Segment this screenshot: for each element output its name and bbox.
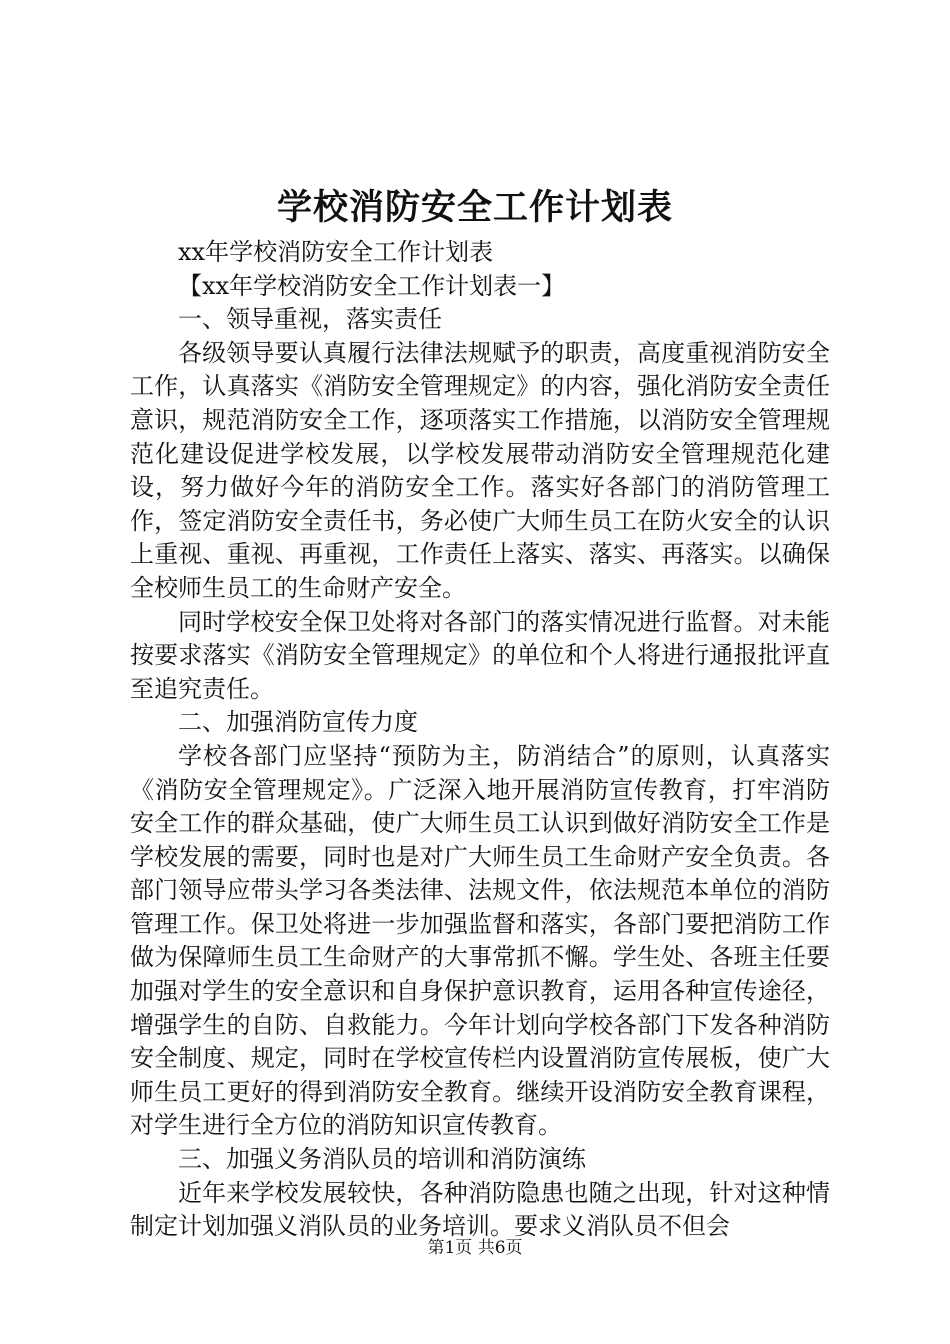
heading-section-2: 二、加强消防宣传力度 xyxy=(178,708,418,737)
paragraph-section-1-body: 各级领导要认真履行法律法规赋予的职责，高度重视消防安全工作，认真落实《消防安全管理规定》的内容，强化消防安全责任意识，规范消防安全工作，逐项落实工作措施，以消防安全管理规范化建设促进学校发展，以学校发展带动消防安全管理规范化建设，努力做好今年的消防安全工作。落实好各部门的消防管理工作，签定消防安全责任书，务必使广大师生员工在防火安全的认识上重视、重视、再重视，工作责任上落实、落实、再落实。以确保全校师生员工的生命财产安全。 xyxy=(130,338,830,602)
paragraph-section-1-supervision: 同时学校安全保卫处将对各部门的落实情况进行监督。对未能按要求落实《消防安全管理规定》的单位和个人将进行通报批评直至追究责任。 xyxy=(130,607,830,703)
paragraph-section-3-body: 近年来学校发展较快，各种消防隐患也随之出现，针对这种情制定计划加强义消队员的业务培训。要求义消队员不但会 xyxy=(130,1178,830,1241)
paragraph-subtitle: xx年学校消防安全工作计划表 xyxy=(178,238,494,266)
document-title: 学校消防安全工作计划表 xyxy=(276,187,673,228)
document-body xyxy=(130,236,830,1244)
paragraph-section-label: 【xx年学校消防安全工作计划表一】 xyxy=(178,271,566,300)
heading-section-3: 三、加强义务消队员的培训和消防演练 xyxy=(178,1145,586,1174)
page-number-footer: 第1页 共6页 xyxy=(427,1238,523,1258)
paragraph-section-2-body: 学校各部门应坚持“预防为主，防消结合”的原则，认真落实《消防安全管理规定》。广泛深入地开展消防宣传教育，打牢消防安全工作的群众基础，使广大师生员工认识到做好消防安全工作是学校发展的需要，同时也是对广大师生员工生命财产安全负责。各部门领导应带头学习各类法律、法规文件，依法规范本单位的消防管理工作。保卫处将进一步加强监督和落实，各部门要把消防工作做为保障师生员工生命财产的大事常抓不懈。学生处、各班主任要加强对学生的安全意识和自身保护意识教育，运用各种宣传途径，增强学生的自防、自救能力。今年计划向学校各部门下发各种消防安全制度、规定，同时在学校宣传栏内设置消防宣传展板，使广大师生员工更好的得到消防安全教育。继续开设消防安全教育课程，对学生进行全方位的消防知识宣传教育。 xyxy=(130,741,830,1140)
heading-section-1: 一、领导重视，落实责任 xyxy=(178,305,442,334)
